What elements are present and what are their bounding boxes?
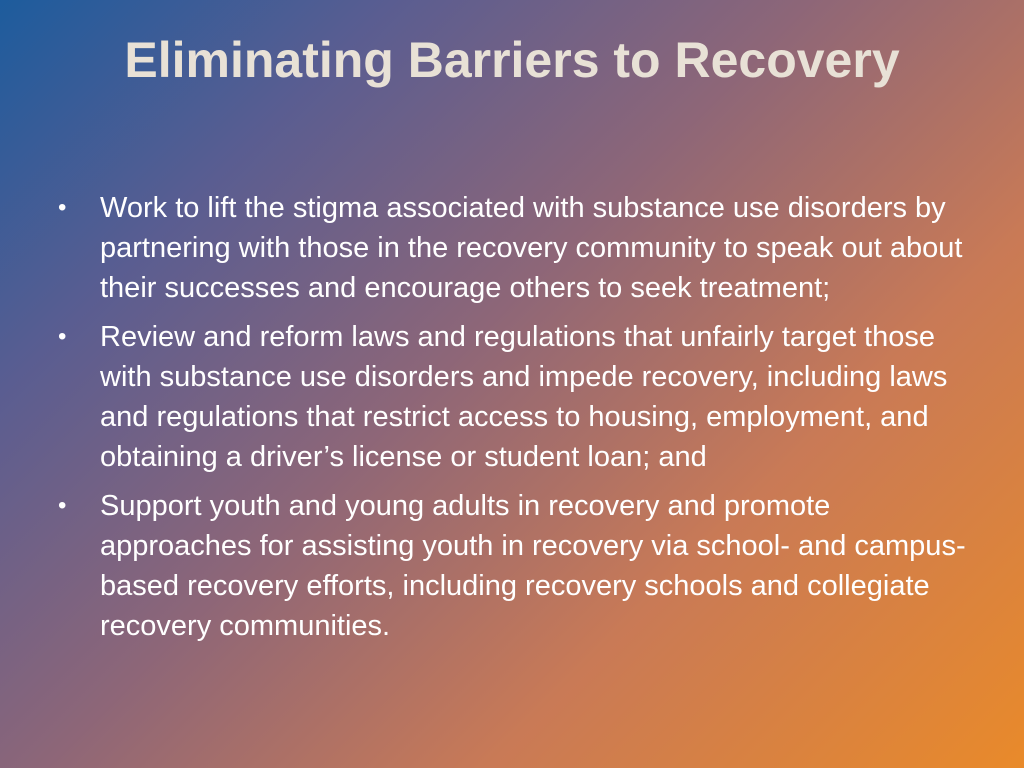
bullet-item xyxy=(56,188,974,308)
bullet-list xyxy=(56,188,974,655)
bullet-text: Support youth and young adults in recovery and promote approaches for assisting youth in recovery via school- and campus-based recovery efforts, including recovery schools and collegiate recovery communities. xyxy=(100,490,966,642)
bullet-point-icon: • xyxy=(58,323,67,350)
slide-title: Eliminating Barriers to Recovery xyxy=(124,32,900,88)
bullet-text: Work to lift the stigma associated with substance use disorders by partnering with those in the recovery community to speak out about their successes and encourage others to seek treatment; xyxy=(100,192,963,304)
bullet-point-icon: • xyxy=(58,492,67,519)
bullet-item xyxy=(56,317,974,477)
bullet-item xyxy=(56,486,974,646)
bullet-text: Review and reform laws and regulations that unfairly target those with substance use disorders and impede recovery, including laws and regulations that restrict access to housing, employment, and obtaining a driver’s license or student loan; and xyxy=(100,321,948,473)
bullet-point-icon: • xyxy=(58,194,67,221)
